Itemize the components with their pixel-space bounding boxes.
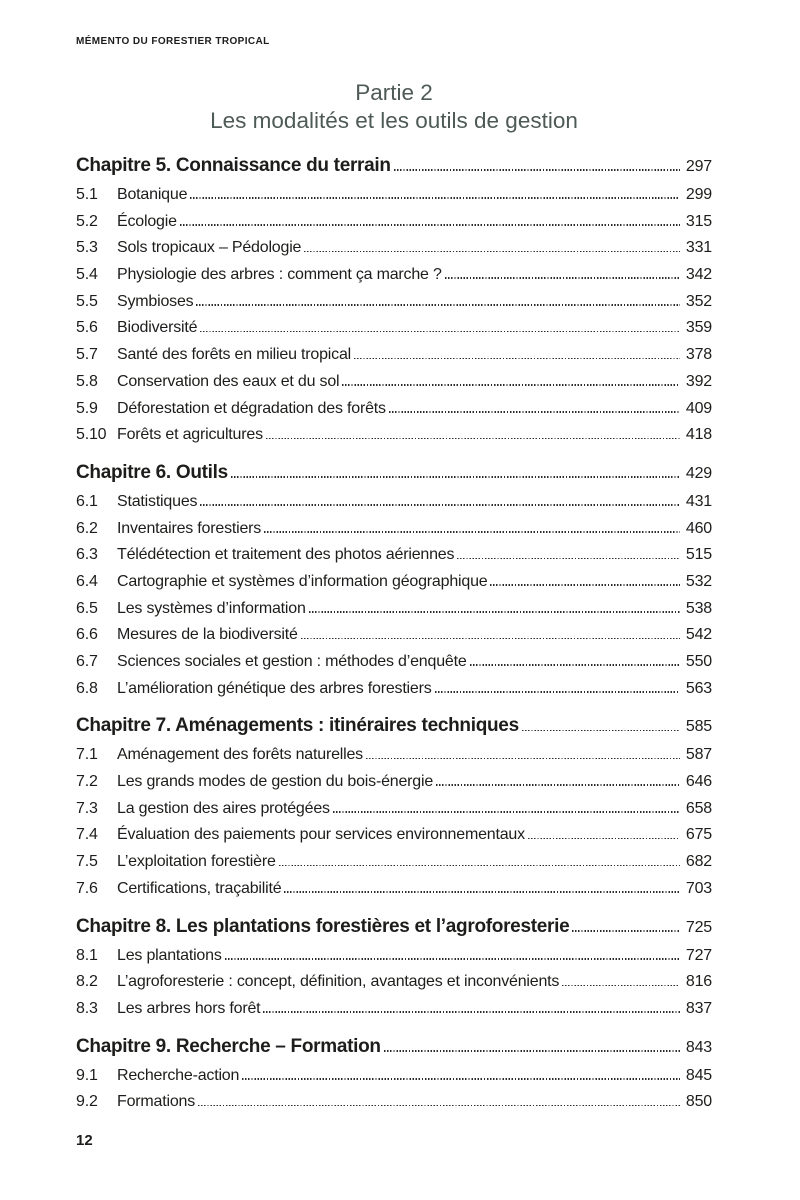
toc-entry-row	[76, 373, 712, 400]
toc-entry-row	[76, 186, 712, 213]
section-page-number: 563	[685, 679, 712, 697]
section-number: 5.9	[76, 399, 98, 417]
toc-entry-row	[76, 213, 712, 240]
dot-leader	[366, 758, 680, 760]
part-title	[76, 79, 712, 135]
toc-entry-row	[76, 573, 712, 600]
part-title-line2: Les modalités et les outils de gestion	[210, 108, 578, 133]
dot-leader	[384, 1050, 680, 1052]
section-number: 7.4	[76, 826, 98, 844]
toc-entry-row	[76, 800, 712, 827]
section-number: 6.6	[76, 626, 98, 644]
section-number: 6.4	[76, 572, 98, 590]
section-page-number: 550	[685, 653, 712, 670]
section-number: 7.2	[76, 773, 98, 791]
section-number: 5.3	[76, 239, 98, 257]
toc-entry-row	[76, 546, 712, 573]
folio-page-number: 12	[76, 1132, 93, 1149]
section-page-number: 378	[685, 346, 712, 364]
section-page-number: 682	[685, 853, 712, 871]
section-title: Évaluation des paiements pour services environnementaux	[117, 826, 525, 844]
section-number: 8.3	[76, 999, 98, 1017]
section-title: Botanique	[117, 186, 188, 203]
chapter-page-number: 585	[685, 718, 712, 736]
section-title: Certifications, traçabilité	[117, 879, 282, 897]
section-page-number: 431	[685, 492, 712, 510]
toc-entry-row	[76, 1093, 712, 1120]
toc-entry-row	[76, 1067, 712, 1094]
section-page-number: 845	[685, 1066, 712, 1084]
part-title-line1: Partie 2	[355, 80, 433, 105]
dot-leader	[284, 891, 680, 893]
chapter-page-number: 843	[685, 1038, 712, 1056]
dot-leader	[196, 304, 680, 306]
section-title: Statistiques	[117, 492, 198, 510]
toc-entry-row	[76, 400, 712, 427]
toc-entry-row	[76, 493, 712, 520]
toc-entry-row	[76, 626, 712, 653]
dot-leader	[435, 691, 680, 693]
section-number: 9.2	[76, 1093, 98, 1111]
toc-chapter-row	[76, 715, 712, 746]
toc-entry-row	[76, 266, 712, 293]
section-number: 5.8	[76, 372, 98, 390]
section-number: 7.5	[76, 853, 98, 871]
section-number: 7.3	[76, 799, 98, 817]
section-title: Les systèmes d’information	[117, 599, 306, 617]
dot-leader	[490, 584, 680, 586]
chapter-title: Chapitre 5. Connaissance du terrain	[76, 155, 391, 176]
dot-leader	[436, 784, 680, 786]
toc-entry-row	[76, 319, 712, 346]
dot-leader	[342, 384, 680, 386]
dot-leader	[457, 558, 680, 560]
toc-entry-row	[76, 746, 712, 773]
section-page-number: 460	[685, 519, 712, 537]
toc-entry-row	[76, 880, 712, 907]
dot-leader	[198, 1105, 680, 1107]
dot-leader	[304, 251, 680, 253]
toc-chapter-row	[76, 1036, 712, 1067]
section-page-number: 352	[685, 292, 712, 310]
dot-leader	[445, 277, 680, 279]
section-title: Mesures de la biodiversité	[117, 626, 298, 644]
chapter-page-number: 725	[685, 918, 712, 936]
section-number: 5.5	[76, 292, 98, 310]
section-number: 5.6	[76, 319, 98, 337]
section-title: Physiologie des arbres : comment ça marche ?	[117, 266, 442, 284]
section-title: Télédétection et traitement des photos aériennes	[117, 546, 455, 564]
section-number: 6.3	[76, 546, 98, 564]
section-title: Les plantations	[117, 946, 222, 964]
dot-leader	[470, 664, 680, 666]
toc-entry-row	[76, 1000, 712, 1027]
section-page-number: 342	[685, 266, 712, 284]
dot-leader	[266, 438, 680, 440]
toc-chapter-row	[76, 155, 712, 186]
dot-leader	[394, 169, 680, 171]
dot-leader	[200, 504, 680, 506]
section-title: L’exploitation forestière	[117, 853, 276, 871]
dot-leader	[333, 811, 680, 813]
section-number: 9.1	[76, 1066, 98, 1084]
toc-entry-row	[76, 653, 712, 680]
dot-leader	[264, 531, 680, 533]
section-page-number: 587	[685, 746, 712, 764]
section-page-number: 331	[685, 239, 712, 257]
toc-entry-row	[76, 680, 712, 707]
toc-entry-row	[76, 600, 712, 627]
section-page-number: 359	[685, 319, 712, 337]
section-page-number: 646	[685, 773, 712, 791]
dot-leader	[263, 1011, 680, 1013]
section-title: Conservation des eaux et du sol	[117, 372, 340, 390]
dot-leader	[528, 838, 680, 840]
dot-leader	[180, 224, 680, 226]
section-page-number: 658	[685, 799, 712, 817]
section-title: Aménagement des forêts naturelles	[117, 746, 363, 764]
section-title: L’agroforesterie : concept, définition, avantages et inconvénients	[117, 973, 560, 991]
dot-leader	[231, 476, 680, 478]
section-title: Les arbres hors forêt	[117, 999, 261, 1017]
section-title: Formations	[117, 1093, 196, 1111]
section-page-number: 418	[685, 426, 712, 444]
section-number: 6.2	[76, 519, 98, 537]
toc-entry-row	[76, 773, 712, 800]
section-title: Écologie	[117, 212, 177, 230]
section-number: 5.4	[76, 266, 98, 284]
dot-leader	[301, 638, 680, 640]
section-title: Symbioses	[117, 292, 194, 310]
chapter-page-number: 429	[685, 464, 712, 482]
section-number: 6.8	[76, 679, 98, 697]
dot-leader	[522, 730, 680, 732]
toc-entry-row	[76, 426, 712, 453]
section-number: 5.7	[76, 346, 98, 364]
section-page-number: 675	[685, 826, 712, 844]
toc-entry-row	[76, 973, 712, 1000]
dot-leader	[354, 358, 680, 360]
section-number: 8.1	[76, 946, 98, 964]
dot-leader	[200, 331, 680, 333]
toc-entry-row	[76, 293, 712, 320]
dot-leader	[562, 985, 680, 987]
section-page-number: 727	[685, 946, 712, 964]
section-page-number: 816	[685, 973, 712, 991]
section-title: Santé des forêts en milieu tropical	[117, 346, 352, 364]
dot-leader	[389, 411, 680, 413]
chapter-title: Chapitre 8. Les plantations forestières et l’agroforesterie	[76, 915, 570, 937]
section-page-number: 703	[685, 879, 712, 897]
section-page-number: 409	[685, 399, 712, 417]
dot-leader	[225, 958, 680, 960]
toc-entry-row	[76, 346, 712, 373]
dot-leader	[572, 930, 680, 932]
section-title: Sciences sociales et gestion : méthodes d’enquête	[117, 653, 467, 670]
section-page-number: 850	[685, 1093, 712, 1111]
section-title: L’amélioration génétique des arbres forestiers	[117, 679, 432, 697]
toc-chapter-row	[76, 462, 712, 493]
dot-leader	[279, 865, 680, 867]
section-title: Les grands modes de gestion du bois-énergie	[117, 773, 434, 791]
toc-chapter-row	[76, 916, 712, 947]
section-page-number: 532	[685, 572, 712, 590]
running-header: MÉMENTO DU FORESTIER TROPICAL	[76, 36, 270, 47]
section-page-number: 515	[685, 546, 712, 564]
section-number: 5.10	[76, 426, 107, 444]
section-number: 8.2	[76, 973, 98, 991]
dot-leader	[309, 611, 680, 613]
section-page-number: 837	[685, 999, 712, 1017]
chapter-title: Chapitre 9. Recherche – Formation	[76, 1035, 381, 1057]
section-title: Sols tropicaux – Pédologie	[117, 239, 302, 257]
section-number: 7.1	[76, 746, 98, 764]
toc-entry-row	[76, 239, 712, 266]
section-page-number: 542	[685, 626, 712, 644]
section-number: 5.2	[76, 212, 98, 230]
dot-leader	[190, 197, 680, 199]
chapter-title: Chapitre 6. Outils	[76, 461, 228, 483]
toc-entry-row	[76, 826, 712, 853]
section-number: 6.7	[76, 653, 98, 670]
section-title: Forêts et agricultures	[117, 426, 263, 444]
section-number: 6.5	[76, 599, 98, 617]
table-of-contents	[76, 155, 712, 1120]
section-page-number: 315	[685, 212, 712, 230]
dot-leader	[242, 1078, 680, 1080]
section-title: Recherche-action	[117, 1066, 240, 1084]
chapter-page-number: 297	[685, 158, 712, 175]
section-number: 5.1	[76, 186, 98, 203]
chapter-title: Chapitre 7. Aménagements : itinéraires techniques	[76, 715, 519, 737]
section-title: La gestion des aires protégées	[117, 799, 330, 817]
section-title: Cartographie et systèmes d’information géographique	[117, 572, 488, 590]
toc-entry-row	[76, 520, 712, 547]
section-number: 6.1	[76, 492, 98, 510]
section-page-number: 299	[685, 186, 712, 203]
section-page-number: 538	[685, 599, 712, 617]
section-title: Déforestation et dégradation des forêts	[117, 399, 386, 417]
section-title: Biodiversité	[117, 319, 198, 337]
section-page-number: 392	[685, 372, 712, 390]
section-title: Inventaires forestiers	[117, 519, 262, 537]
toc-entry-row	[76, 853, 712, 880]
section-number: 7.6	[76, 879, 98, 897]
toc-entry-row	[76, 947, 712, 974]
